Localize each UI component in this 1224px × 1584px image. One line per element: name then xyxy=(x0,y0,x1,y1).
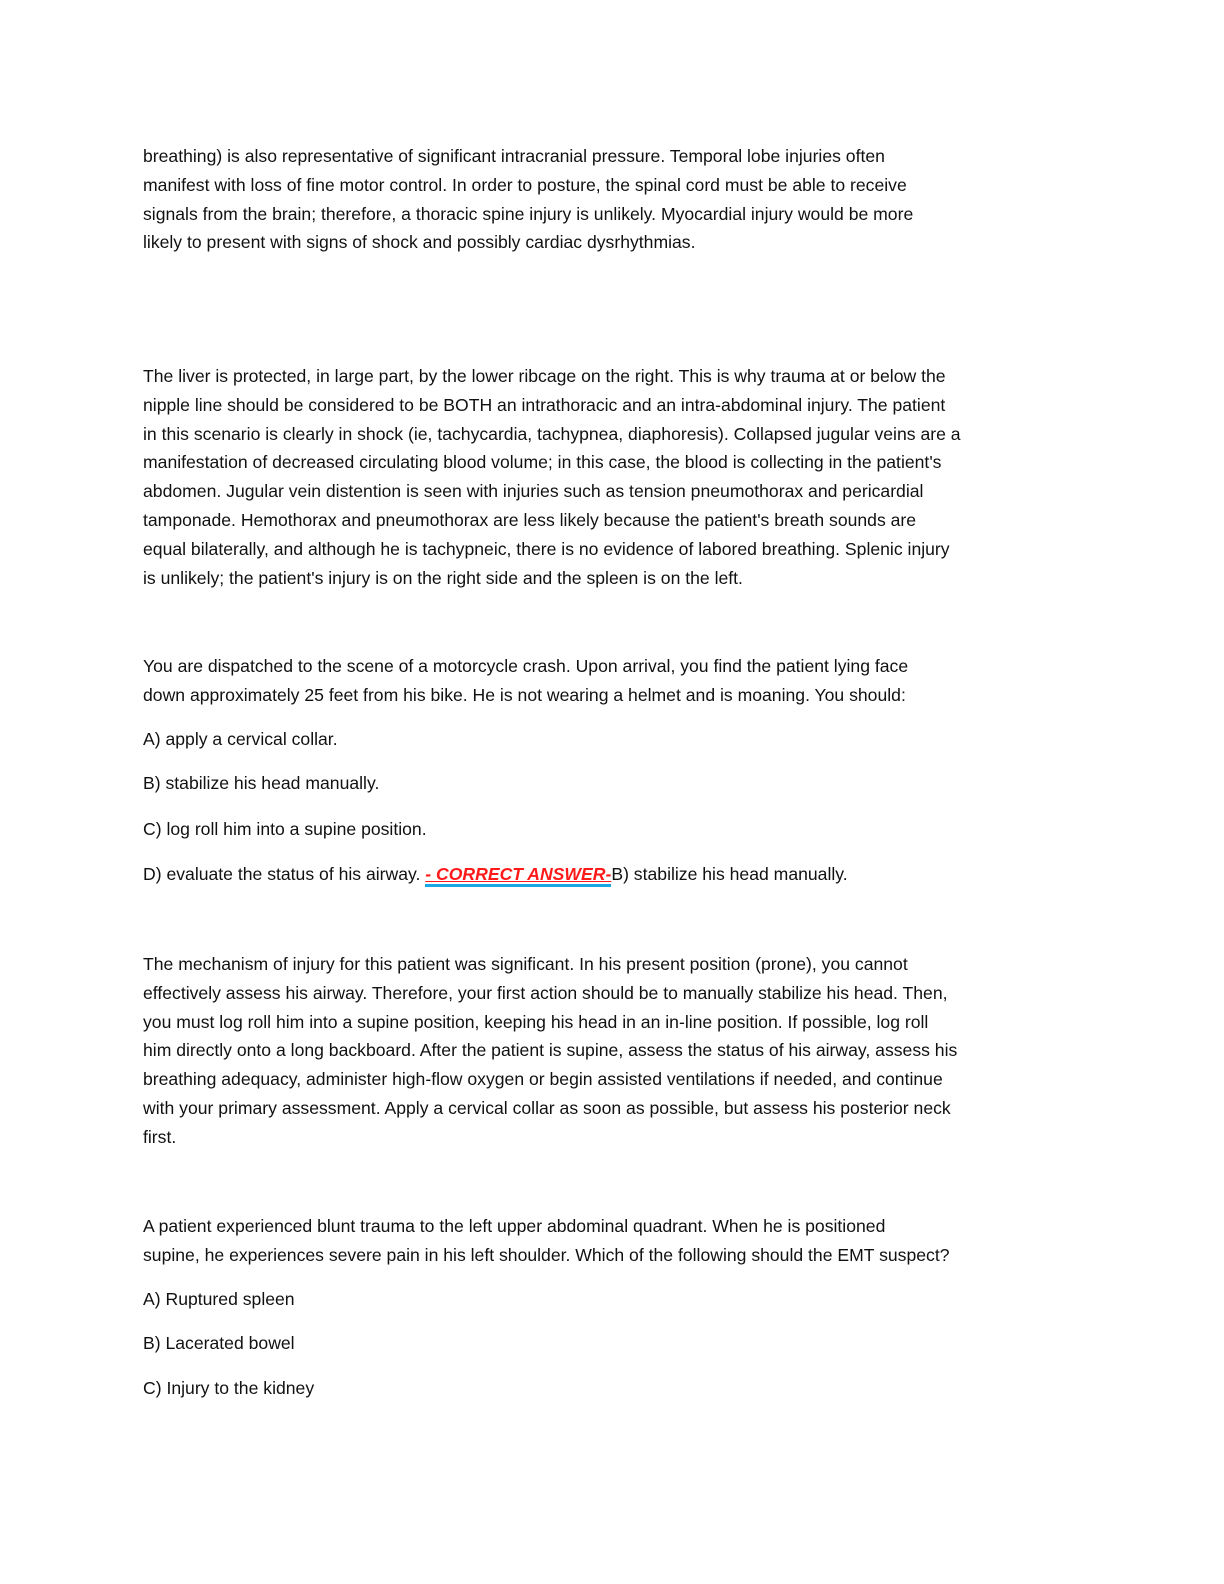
text-line: likely to present with signs of shock and possibly cardiac dysrhythmias. xyxy=(143,232,696,253)
question-2-option-b xyxy=(143,1329,295,1358)
explanation-paragraph-4 xyxy=(143,950,957,1152)
text-line: with your primary assessment. Apply a cervical collar as soon as possible, but assess his posterior neck xyxy=(143,1097,951,1118)
option-text: A) Ruptured spleen xyxy=(143,1289,295,1309)
text-line: breathing) is also representative of significant intracranial pressure. Temporal lobe injuries often xyxy=(143,146,885,166)
text-line: signals from the brain; therefore, a thoracic spine injury is unlikely. Myocardial injury would be more xyxy=(143,203,914,224)
text-line: abdomen. Jugular vein distention is seen with injuries such as tension pneumothorax and pericardial xyxy=(143,481,924,502)
text-line: You are dispatched to the scene of a motorcycle crash. Upon arrival, you find the patient lying face xyxy=(143,656,909,676)
question-1-option-c xyxy=(143,815,427,844)
option-text: B) Lacerated bowel xyxy=(143,1333,295,1353)
text-line: you must log roll him into a supine position, keeping his head in an in-line position. If possible, log roll xyxy=(143,1011,929,1032)
text-line: first. xyxy=(143,1126,177,1147)
correct-answer-text: B) stabilize his head manually. xyxy=(611,864,848,884)
text-line: The mechanism of injury for this patient was significant. In his present position (prone), you cannot xyxy=(143,954,908,974)
explanation-paragraph-2 xyxy=(143,362,961,592)
text-line: equal bilaterally, and although he is tachypneic, there is no evidence of labored breathing. Splenic injury xyxy=(143,538,950,559)
text-line: effectively assess his airway. Therefore, your first action should be to manually stabilize his head. Then, xyxy=(143,982,948,1003)
text-line: down approximately 25 feet from his bike. He is not wearing a helmet and is moaning. You should: xyxy=(143,684,906,705)
text-line: The liver is protected, in large part, by the lower ribcage on the right. This is why trauma at or below the xyxy=(143,366,946,386)
text-line: is unlikely; the patient's injury is on the right side and the spleen is on the left. xyxy=(143,567,743,588)
text-line: manifestation of decreased circulating blood volume; in this case, the blood is collecting in the patient's xyxy=(143,452,942,473)
question-1-stem xyxy=(143,652,908,710)
question-1-option-b xyxy=(143,769,379,798)
option-text xyxy=(143,860,848,889)
text-line: him directly onto a long backboard. After the patient is supine, assess the status of his airway, assess his xyxy=(143,1040,958,1061)
question-2-option-c xyxy=(143,1374,314,1403)
text-line: breathing adequacy, administer high-flow oxygen or begin assisted ventilations if needed, and continue xyxy=(143,1069,943,1090)
question-2-option-a xyxy=(143,1285,295,1314)
option-text: C) Injury to the kidney xyxy=(143,1378,315,1398)
text-line: supine, he experiences severe pain in his left shoulder. Which of the following should the EMT suspect? xyxy=(143,1244,950,1265)
option-d-text: D) evaluate the status of his airway. xyxy=(143,864,426,884)
option-text: A) apply a cervical collar. xyxy=(143,729,338,749)
text-line: A patient experienced blunt trauma to the left upper abdominal quadrant. When he is positioned xyxy=(143,1216,886,1236)
question-2-stem xyxy=(143,1212,950,1270)
text-line: nipple line should be considered to be BOTH an intrathoracic and an intra-abdominal injury. The patient xyxy=(143,394,946,415)
question-1-option-a xyxy=(143,725,338,754)
option-text: B) stabilize his head manually. xyxy=(143,773,380,793)
text-line: manifest with loss of fine motor control. In order to posture, the spinal cord must be able to receive xyxy=(143,174,907,195)
question-1-option-d xyxy=(143,860,848,889)
explanation-paragraph-1 xyxy=(143,142,913,257)
text-line: tamponade. Hemothorax and pneumothorax are less likely because the patient's breath sounds are xyxy=(143,509,917,530)
option-text: C) log roll him into a supine position. xyxy=(143,819,427,839)
text-line: in this scenario is clearly in shock (ie, tachycardia, tachypnea, diaphoresis). Collapsed jugular veins are a xyxy=(143,423,961,444)
correct-answer-label: - CORRECT ANSWER- xyxy=(425,864,611,887)
